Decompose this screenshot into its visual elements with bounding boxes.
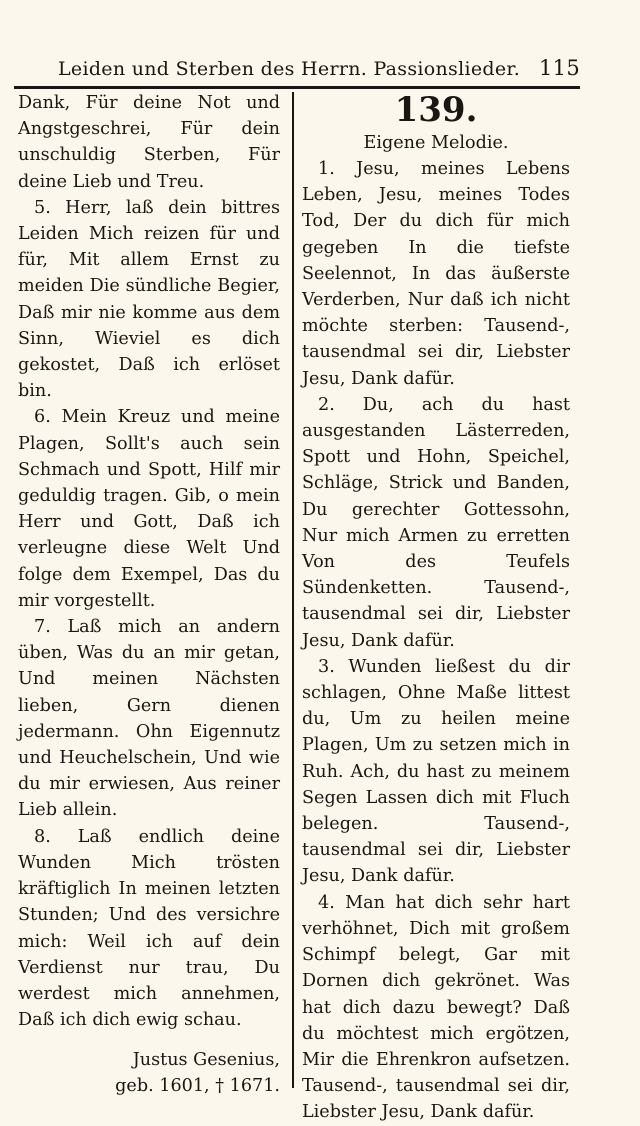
- column-divider: [292, 92, 294, 1088]
- verse-2: 2. Du, ach du hast ausgestanden Lästerreden, Spott und Hohn, Speichel, Schläge, Strick und Banden, Du gerechter Gottessohn, Nur mich Armen zu erretten Von des Teufels Sündenketten. Tausend-, tausendmal sei dir, Liebster Jesu, Dank dafür.: [302, 394, 570, 651]
- verse-1: 1. Jesu, meines Lebens Leben, Jesu, meines Todes Tod, Der du dich für mich gegeben In die tiefste Seelennot, In das äußerste Verderben, Nur daß ich nicht möchte sterben: Tausend-, tausendmal sei dir, Liebster Jesu, Dank dafür.: [302, 159, 570, 389]
- running-header: [58, 40, 580, 80]
- verse-7: 7. Laß mich an andern üben, Was du an mir getan, Und meinen Nächsten lieben, Gern dienen jedermann. Ohn Eigennutz und Heuchelschein, Und wie du mir erwiesen, Aus reiner Lieb allein.: [18, 617, 280, 821]
- verse-5: 5. Herr, laß dein bittres Leiden Mich reizen für und für, Mit allem Ernst zu meiden Die sündliche Begier, Daß mir nie komme aus dem Sinn, Wieviel es dich gekostet, Daß ich erlöset bin.: [18, 197, 280, 402]
- right-column: [302, 90, 570, 1126]
- running-title: Leiden und Sterben des Herrn. Passionslieder.: [58, 58, 521, 80]
- verse-6: 6. Mein Kreuz und meine Plagen, Sollt's auch sein Schmach und Spott, Hilf mir geduldig tragen. Gib, o mein Herr und Gott, Daß ich verleugne diese Welt Und folge dem Exempel, Das du mir vorgestellt.: [18, 407, 280, 611]
- page-number: 115: [539, 56, 580, 80]
- melody-note: Eigene Melodie.: [363, 133, 509, 153]
- verse-continuation: Dank, Für deine Not und Angstgeschrei, Für dein unschuldig Sterben, Für deine Lieb und Treu.: [18, 93, 280, 192]
- header-rule: [14, 86, 580, 89]
- author-dates: geb. 1601, † 1671.: [115, 1076, 280, 1097]
- verse-3: 3. Wunden ließest du dir schlagen, Ohne Maße littest du, Um zu heilen meine Plagen, Um zu setzen mich in Ruh. Ach, du hast zu meinem Segen Lassen dich mit Fluch belegen. Tausend-, tausendmal sei dir, Liebster Jesu, Dank dafür.: [302, 656, 570, 887]
- hymn-number: 139.: [394, 90, 478, 130]
- verse-8: 8. Laß endlich deine Wunden Mich trösten kräftiglich In meinen letzten Stunden; Und des versichre mich: Weil ich auf dein Verdienst nur trau, Du werdest mich annehmen, Daß ich dich ewig schau.: [18, 826, 280, 1031]
- author-name: Justus Gesenius,: [132, 1050, 280, 1071]
- left-column: [18, 90, 280, 1099]
- verse-4: 4. Man hat dich sehr hart verhöhnet, Dich mit großem Schimpf belegt, Gar mit Dornen dich gekrönet. Was hat dich dazu bewegt? Daß du möchtest mich ergötzen, Mir die Ehrenkron aufsetzen. Tausend-, tausendmal sei dir, Liebster Jesu, Dank dafür.: [302, 892, 570, 1123]
- author-credit: [18, 1047, 280, 1099]
